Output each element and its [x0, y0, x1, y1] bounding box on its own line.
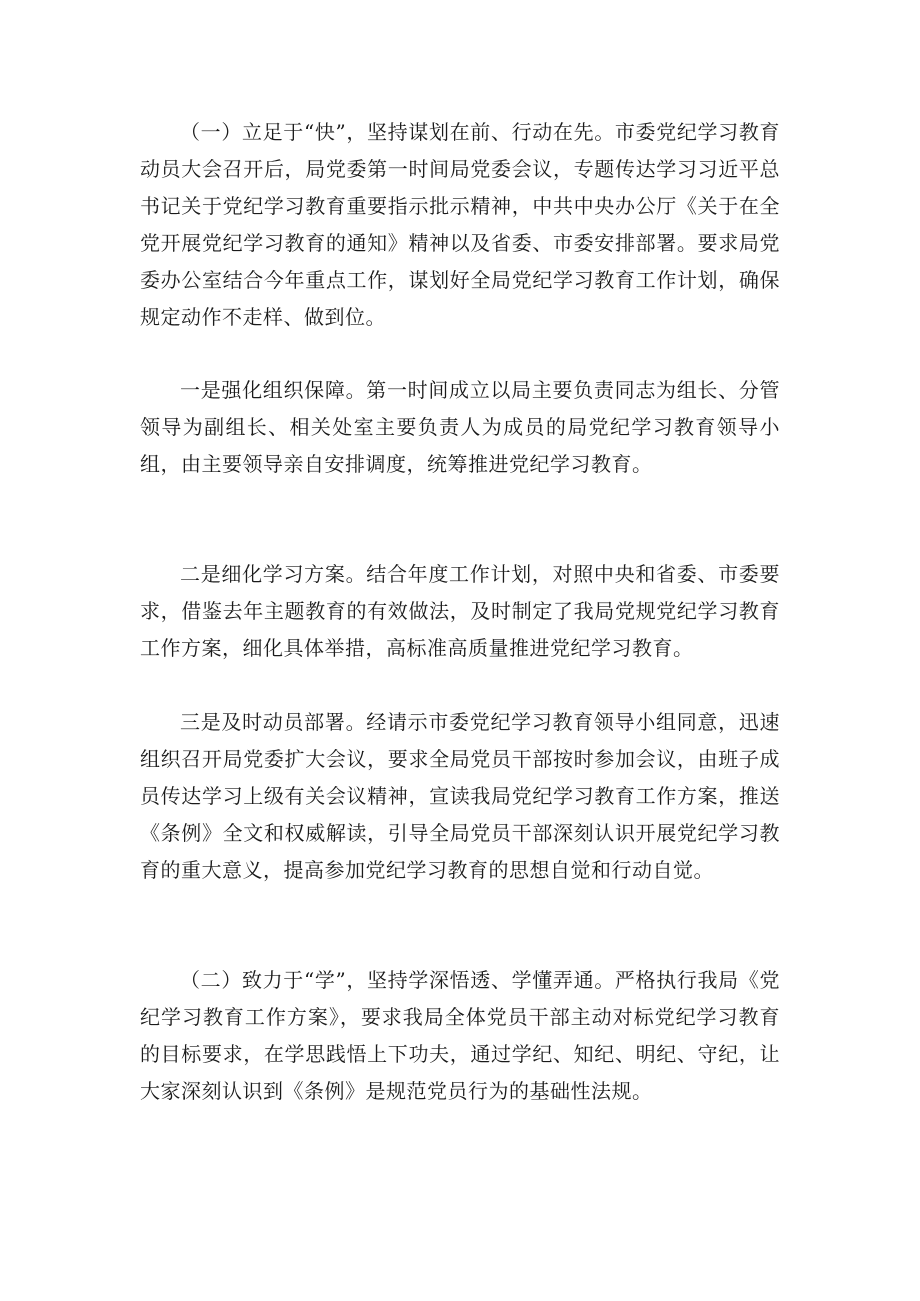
paragraph-mobilization: 三是及时动员部署。经请示市委党纪学习教育领导小组同意，迅速组织召开局党委扩大会议，要求全局党员干部按时参加会议，由班子成员传达学习上级有关会议精神，宣读我局党纪学习教育工作方案，推送《条例》全文和权威解读，引导全局党员干部深刻认识开展党纪学习教育的重大意义，提高参加党纪学习教育的思想自觉和行动自觉。 — [140, 710, 780, 882]
paragraph-section-one: （一）立足于“快”，坚持谋划在前、行动在先。市委党纪学习教育动员大会召开后，局党委第一时间局党委会议，专题传达学习习近平总书记关于党纪学习教育重要指示批示精神，中共中央办公厅《关于在全党开展党纪学习教育的通知》精神以及省委、市委安排部署。要求局党委办公室结合今年重点工作，谋划好全局党纪学习教育工作计划，确保规定动作不走样、做到位。 — [140, 120, 780, 329]
paragraph-organization: 一是强化组织保障。第一时间成立以局主要负责同志为组长、分管领导为副组长、相关处室主要负责人为成员的局党纪学习教育领导小组，由主要领导亲自安排调度，统筹推进党纪学习教育。 — [140, 378, 780, 476]
paragraph-study-plan: 二是细化学习方案。结合年度工作计划，对照中央和省委、市委要求，借鉴去年主题教育的有效做法，及时制定了我局党规党纪学习教育工作方案，细化具体举措，高标准高质量推进党纪学习教育。 — [140, 562, 780, 660]
paragraph-section-two: （二）致力于“学”，坚持学深悟透、学懂弄通。严格执行我局《党纪学习教育工作方案》，要求我局全体党员干部主动对标党纪学习教育的目标要求，在学思践悟上下功夫，通过学纪、知纪、明纪、守纪，让大家深刻认识到《条例》是规范党员行为的基础性法规。 — [140, 968, 780, 1103]
